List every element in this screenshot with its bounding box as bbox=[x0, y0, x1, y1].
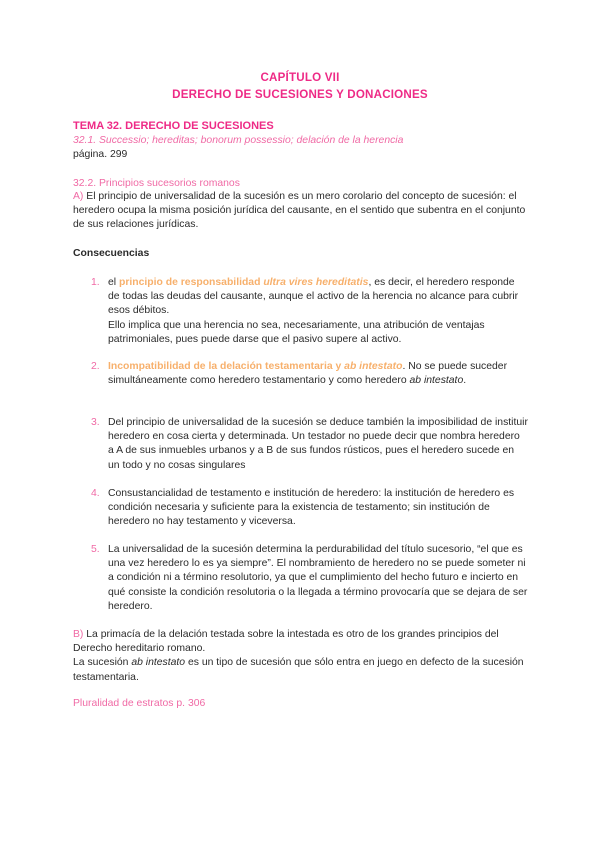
list-number: 5. bbox=[91, 544, 100, 555]
principios-heading: 32.2. Principios sucesorios romanos bbox=[73, 178, 240, 189]
tema-title: TEMA 32. DERECHO DE SUCESIONES bbox=[73, 120, 274, 132]
list-number: 4. bbox=[91, 488, 100, 499]
principio-b-paragraph: B) La primacía de la delación testada sobre la intestada es otro de los grandes principios del Derecho hereditario romano. La sucesión ab intestato es un tipo de sucesión que sólo entra en juego en defecto de la sucesión testamentaria. bbox=[73, 629, 524, 683]
chapter-title: DERECHO DE SUCESIONES Y DONACIONES bbox=[172, 88, 428, 101]
chapter-label: CAPÍTULO VII bbox=[260, 71, 340, 84]
list-number: 3. bbox=[91, 417, 100, 428]
list-item: Del principio de universalidad de la sucesión se deduce también la imposibilidad de instituir heredero en cosa cierta y determinada. Un testador no puede decir que nombra heredero a A de sus inmuebles urbanos y a B de sus fundos rústicos, pues el heredero sucede en un todo y no cosas singulares bbox=[108, 417, 528, 471]
consecuencias-heading: Consecuencias bbox=[73, 248, 150, 259]
pluralidad-page: p. 306 bbox=[176, 698, 206, 709]
principio-a-paragraph bbox=[73, 190, 533, 233]
list-item: La universalidad de la sucesión determina la perdurabilidad del título sucesorio, “el que es una vez heredero lo es ya siempre”. El nombramiento de heredero no se puede someter ni a condición ni a término resolutorio, ya que el cumplimiento del hecho futuro e incierto en qué consiste la condición resolutoria o la llegada a término provocaría que se dejara de ser heredero. bbox=[108, 544, 528, 612]
principio-b-label: B) bbox=[73, 629, 84, 640]
list-item: el principio de responsabilidad ultra vires hereditatis, es decir, el heredero responde de todas las deudas del causante, aunque el activo de la herencia no alcance para cubrir esos débitos. Ello implica que una herencia no sea, necesariamente, una atribución de ventajas patrimoniales, pues puede darse que el pasivo supere al activo. bbox=[108, 277, 519, 345]
pluralidad-line bbox=[73, 697, 533, 711]
subsection-title: 32.1. Successio; hereditas; bonorum possessio; delación de la herencia bbox=[73, 135, 404, 146]
list-number: 1. bbox=[91, 277, 100, 288]
principio-a-label: A) bbox=[73, 191, 84, 202]
principio-a-text: El principio de universalidad de la sucesión es un mero corolario del concepto de sucesión: el heredero ocupa la misma posición jurídica del causante, en el sentido que subentra en el conjunto de sus relaciones jurídicas. bbox=[73, 191, 526, 231]
list-item: Consustancialidad de testamento e institución de heredero: la institución de heredero es condición necesaria y suficiente para la existencia de testamento; sin institución de heredero no hay testamento y viceversa. bbox=[108, 488, 515, 528]
list-number: 2. bbox=[91, 361, 100, 372]
list-item: Incompatibilidad de la delación testamentaria y ab intestato. No se puede suceder simultáneamente como heredero testamentario y como heredero ab intestato. bbox=[108, 361, 508, 387]
page-reference: página. 299 bbox=[73, 149, 128, 160]
pluralidad-label: Pluralidad de estratos bbox=[73, 698, 174, 709]
